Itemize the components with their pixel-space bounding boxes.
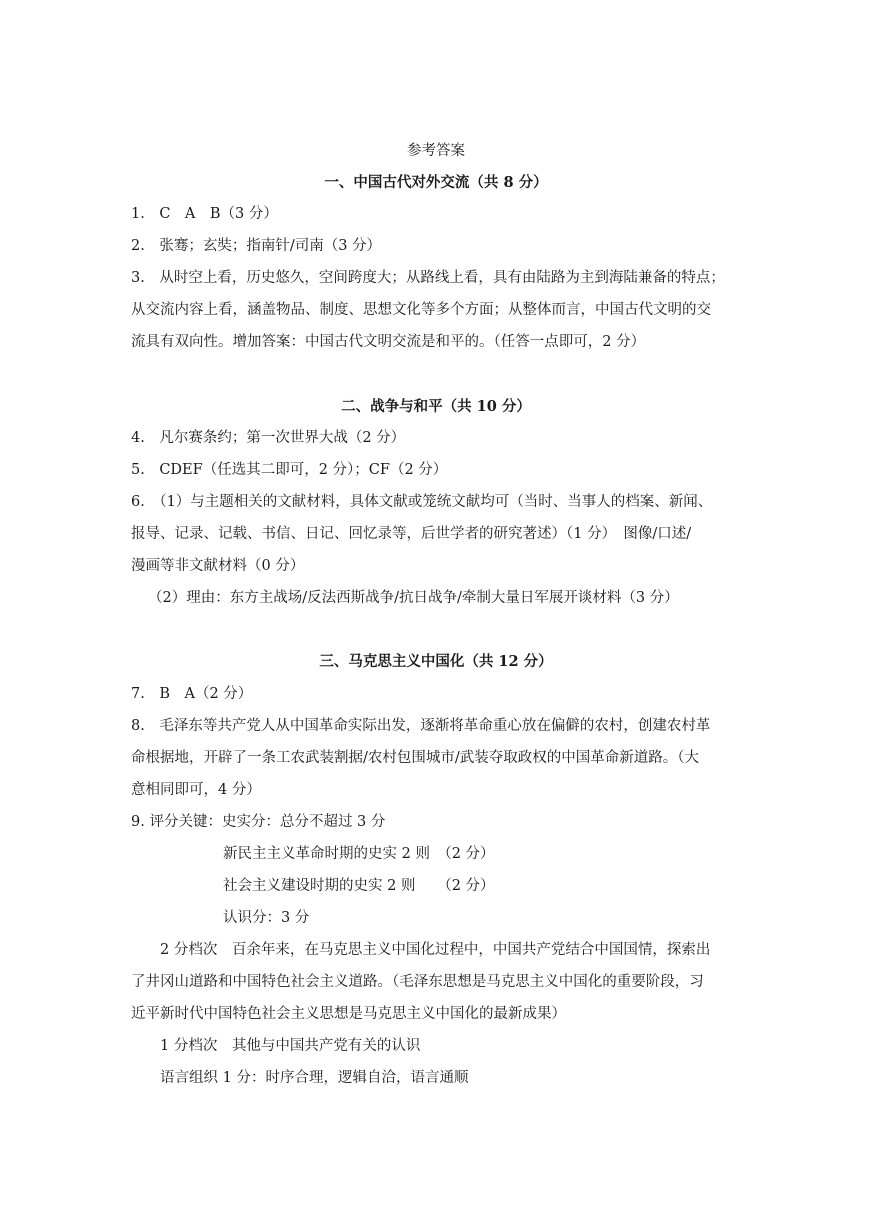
section-2-heading: 二、战争与和平（共 10 分） — [341, 398, 531, 415]
answer-q6-line1: 6. （1）与主题相关的文献材料，具体文献或笼统文献均可（当时、当事人的档案、新闻、 — [131, 494, 713, 510]
answer-q3-line3: 流具有双向性。增加答案：中国古代文明交流是和平的。（任答一点即可，2 分） — [131, 334, 646, 350]
section-1-heading: 一、中国古代对外交流（共 8 分） — [324, 174, 548, 191]
answer-q9-line4: 认识分：3 分 — [223, 910, 310, 926]
answer-q5: 5. CDEF（任选其二即可，2 分）；CF（2 分） — [131, 462, 448, 478]
page-title: 参考答案 — [407, 143, 465, 159]
answer-q9-line6: 了井冈山道路和中国特色社会主义道路。（毛泽东思想是马克思主义中国化的重要阶段，习 — [131, 974, 704, 990]
answer-q9-line8: 1 分档次 其他与中国共产党有关的认识 — [160, 1038, 421, 1054]
answer-q7: 7. B A（2 分） — [131, 686, 253, 702]
answer-q6-line3: 漫画等非文献材料（0 分） — [131, 558, 305, 574]
answer-q3-line2: 从交流内容上看，涵盖物品、制度、思想文化等多个方面；从整体而言，中国古代文明的交 — [131, 302, 711, 318]
answer-q9-line1: 9. 评分关键：史实分：总分不超过 3 分 — [131, 814, 386, 830]
answer-q8-line1: 8. 毛泽东等共产党人从中国革命实际出发，逐渐将革命重心放在偏僻的农村，创建农村革 — [131, 718, 711, 734]
answer-q9-line3: 社会主义建设时期的史实 2 则 （2 分） — [223, 878, 495, 894]
answer-q9-line7: 近平新时代中国特色社会主义思想是马克思主义中国化的最新成果） — [131, 1006, 566, 1022]
answer-q9-line2: 新民主主义革命时期的史实 2 则 （2 分） — [223, 846, 495, 862]
answer-q2: 2. 张骞；玄奘；指南针/司南（3 分） — [131, 238, 382, 254]
answer-q6-line4: （2）理由：东方主战场/反法西斯战争/抗日战争/牵制大量日军展开谈材料（3 分） — [148, 590, 679, 606]
answer-q4: 4. 凡尔赛条约；第一次世界大战（2 分） — [131, 430, 406, 446]
answer-q8-line2: 命根据地，开辟了一条工农武装割据/农村包围城市/武装夺取政权的中国革命新道路。（大 — [131, 750, 700, 766]
answer-q6-line2: 报导、记录、记载、书信、日记、回忆录等，后世学者的研究著述）（1 分） 图像/口述/ — [131, 526, 692, 542]
answer-q8-line3: 意相同即可，4 分） — [131, 782, 261, 798]
answer-q9-line5: 2 分档次 百余年来，在马克思主义中国化过程中，中国共产党结合中国国情，探索出 — [160, 942, 711, 958]
answer-q1: 1. C A B（3 分） — [131, 206, 278, 222]
section-3-heading: 三、马克思主义中国化（共 12 分） — [319, 653, 553, 670]
answer-q3-line1: 3. 从时空上看，历史悠久，空间跨度大；从路线上看，具有由陆路为主到海陆兼备的特点； — [131, 270, 725, 286]
answer-q9-line9: 语言组织 1 分：时序合理，逻辑自洽，语言通顺 — [160, 1070, 469, 1086]
